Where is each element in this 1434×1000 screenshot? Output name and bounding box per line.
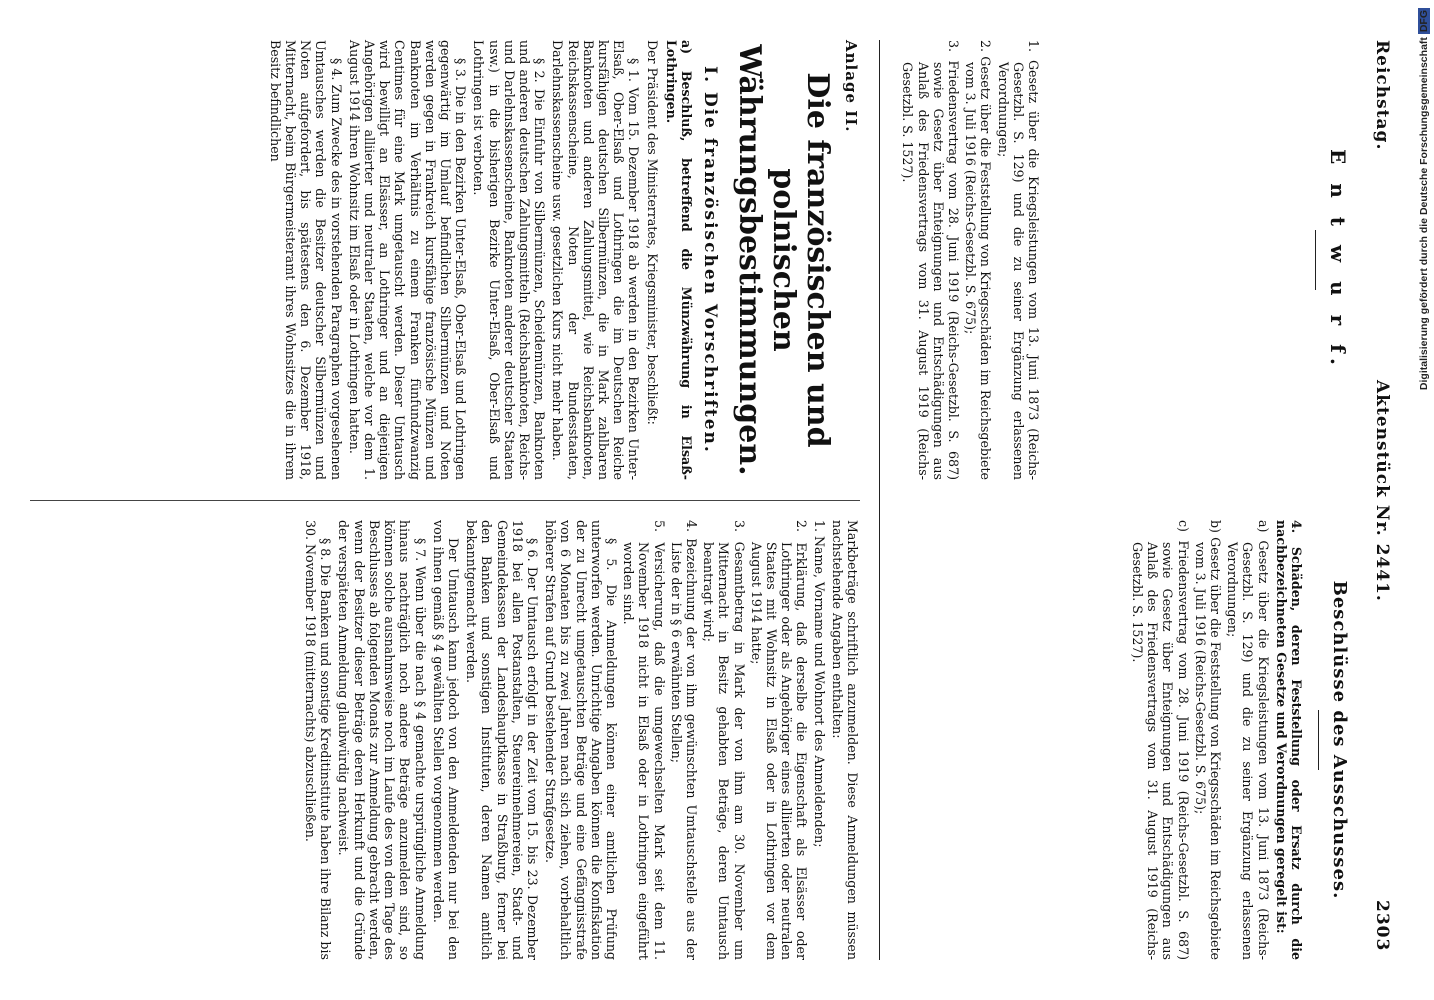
anlage-title: Die französischen und polnischen Währungsbestimmungen. [732, 44, 835, 476]
header-center: Aktenstück Nr. 2441. [1372, 380, 1392, 602]
entwurf-item: 3. Friedensvertrag vom 28. Juni 1919 (Reichs-Gesetzbl. S. 687) sowie Gesetz über Enteignungen und Entschädigungen aus Anlaß des Friedensvertrags vom 31. August 1919 (Reichs-Gesetzbl. S. 1527). [900, 40, 961, 480]
anlage-paragraph: § 3. Die in den Bezirken Unter-Elsaß, Ober-Elsaß und Lothringen gegenwärtig im Umlauf befindlichen Silbermünzen und Noten werden gegen in Frankreich kursfähige französische Münzen und Banknoten im Verhältnis zu einem Franken fünfundzwanzig Centimes für eine Mark umgetauscht werden. Dieser Umtausch wird bewilligt an Elsässer, an Lothringer und an diejenigen Angehörigen alliierter und neutraler Staaten, welche vor dem 1. August 1914 ihren Wohnsitz im Elsaß oder in Lothringen hatten. [346, 40, 469, 480]
anlage-right-column [300, 520, 860, 960]
credit-text: Digitalisierung gefördert durch die Deutsche Forschungsgemeinschaft [1418, 37, 1430, 391]
anlage-right-item: 3. Gesamtbetrag in Mark der von ihm am 30. November um Mitternacht in Besitz gehabten Beträge, deren Umtausch beantragt wird; [701, 520, 747, 960]
anlage-paragraph: Der Umtausch kann jedoch von den Anmeldenden nur bei den von ihnen gemäß § 4 gewählten Stellen vorgenommen werden. [430, 520, 461, 960]
anlage-paragraph: § 4. Zum Zwecke des in vorstehenden Paragraphen vorgesehenen Umtausches werden die Besitzer deutscher Silbermünzen und Noten aufgefordert, bis spätestens den 6. Dezember 1918, Mitternacht, beim Bürgermeisteramt ihres Wohnsitzes die in ihrem Besitz befindlichen [267, 40, 344, 480]
beschluesse-item: a) Gesetz über die Kriegsleistungen vom 13. Juni 1873 (Reichs-Gesetzbl. S. 129) und die zu seiner Ergänzung erlassenen Verordnungen; [1225, 520, 1271, 960]
beschluesse-item: c) Friedensvertrag vom 28. Juni 1919 (Reichs-Gesetzbl. S. 687) sowie Gesetz über Enteignungen und Entschädigungen aus Anlaß des Friedensvertrags vom 31. August 1919 (Reichs-Gesetzbl. S. 1527). [1129, 520, 1191, 960]
entwurf-item: 1. Gesetz über die Kriegsleistungen vom 13. Juni 1873 (Reichs-Gesetzbl. S. 129) und die zu seiner Ergänzung erlassenen Verordnungen; [995, 40, 1041, 480]
anlage-intro: Der Präsident des Ministerrates, Kriegsminister, beschließt: [644, 40, 660, 425]
anlage-right-item: 5. Versicherung, daß die umgewechselten Mark seit dem 11. November 1918 nicht in Elsaß oder in Lothringen eingeführt worden sind. [621, 520, 667, 960]
entwurf-rule [1315, 230, 1316, 290]
anlage-label: Anlage II. [842, 40, 860, 133]
anlage-right-item: 1. Name, Vorname und Wohnort des Anmeldenden; [811, 520, 827, 848]
entwurf-section [898, 40, 1350, 480]
anlage-paragraph: § 1. Vom 15. Dezember 1918 ab werden in den Bezirken Unter-Elsaß, Ober-Elsaß und Lothringen die im Deutschen Reiche kursfähigen deutschen Silbermünzen, die in Mark zahlbaren Banknoten und anderen Zahlungsmittel, wie Reichsbanknoten, Reichskassenscheine, Noten der Bundesstaaten, Darlehnskassenscheine usw. gesetzlichen Kurs nicht mehr haben. [550, 40, 642, 480]
anlage-paragraph: § 8. Die Banken und sonstige Kreditinstitute haben ihre Bilanz bis 30. November 1918 (mitternachts) abzuschließen. [303, 520, 334, 960]
anlage-paragraph: § 5. Die Anmeldungen können einer amtlichen Prüfung unterworfen werden. Unrichtige Angaben können die Konfiskation der zu Unrecht umgetauschten Beträge und eine Gefängnisstrafe von 6 Monaten bis zu zwei Jahren nach sich ziehen, vorbehaltlich höherer Strafen auf Grund bestehender Strafgesetze. [543, 520, 619, 960]
anlage-paragraph: § 7. Wenn über die nach § 4 gemachte ursprüngliche Anmeldung hinaus nachträglich noch andere Beträge anzumelden sind, so können solche ausnahmsweise noch im Laufe des von dem Tage des Beschlusses ab folgenden Monats zur Anmeldung gebracht werden, wenn der Besitzer dieser Beträge deren Herkunft und die Gründe der verspäteten Anmeldung glaubwürdig nachweist. [336, 520, 428, 960]
entwurf-heading: E n t w u r f. [1326, 149, 1350, 371]
anlage-paragraph: § 2. Die Einfuhr von Silbermünzen, Scheidemünzen, Banknoten und anderen deutschen Zahlungsmitteln (Reichsbanknoten, Reichs- und Darlehnskassenscheine, Banknoten anderer deutscher Staaten usw.) in die bisherigen Bezirke Unter-Elsaß, Ober-Elsaß und Lothringen ist verboten. [471, 40, 548, 480]
anlage-left-column [265, 40, 860, 480]
entwurf-item: 2. Gesetz über die Feststellung von Kriegsschäden im Reichsgebiete vom 3. Juli 1916 (Reichs-Gesetzbl. S. 675); [963, 40, 994, 480]
section-divider [879, 40, 880, 960]
header-left: Reichstag. [1372, 40, 1392, 151]
anlage-section: I. Die französischen Vorschriften. [700, 66, 720, 454]
beschluesse-section [1128, 520, 1350, 960]
column-rule [30, 500, 860, 501]
beschluesse-rule [1318, 710, 1319, 770]
anlage-right-intro: Markbeträge schriftlich anzumelden. Diese Anmeldungen müssen nachstehende Angaben enthalten: [829, 520, 860, 960]
dfg-credit [1416, 8, 1432, 698]
beschluesse-heading: Beschlüsse des Ausschusses. [1329, 580, 1350, 900]
beschluesse-intro: 4. Schäden, deren Feststellung oder Ersatz durch die nachbezeichneten Gesetze und Verordnungen geregelt ist: [1273, 520, 1304, 960]
page-number: 2303 [1372, 900, 1392, 952]
anlage-paragraph: § 6. Der Umtausch erfolgt in der Zeit vom 15. bis 23. Dezember 1918 bei allen Postanstalten, Steuereinnehmereien, Stadt- und Gemeindekassen der Landeshauptkasse in Straßburg, ferner bei den Banken und sonstigen Instituten, deren Namen amtlich bekanntgemacht werden. [464, 520, 540, 960]
anlage-right-item: 4. Bezeichnung der von ihm gewünschten Umtauschstelle aus der Liste der in § 6 erwähnten Stellen; [668, 520, 699, 960]
beschluesse-item: b) Gesetz über die Feststellung von Kriegsschäden im Reichsgebiete vom 3. Juli 1916 (Reichs-Gesetzbl. S. 675); [1192, 520, 1223, 960]
dfg-logo: DFG [1418, 10, 1430, 33]
anlage-subsection: a) Beschluß, betreffend die Münzwährung in Elsaß-Lothringen. [663, 40, 694, 480]
anlage-right-item: 2. Erklärung, daß derselbe die Eigenschaft als Elsässer oder Lothringer oder als Angehöriger eines alliierten oder neutralen Staates mit Wohnsitz in Elsaß oder in Lothringen vor dem August 1914 hatte; [748, 520, 810, 960]
